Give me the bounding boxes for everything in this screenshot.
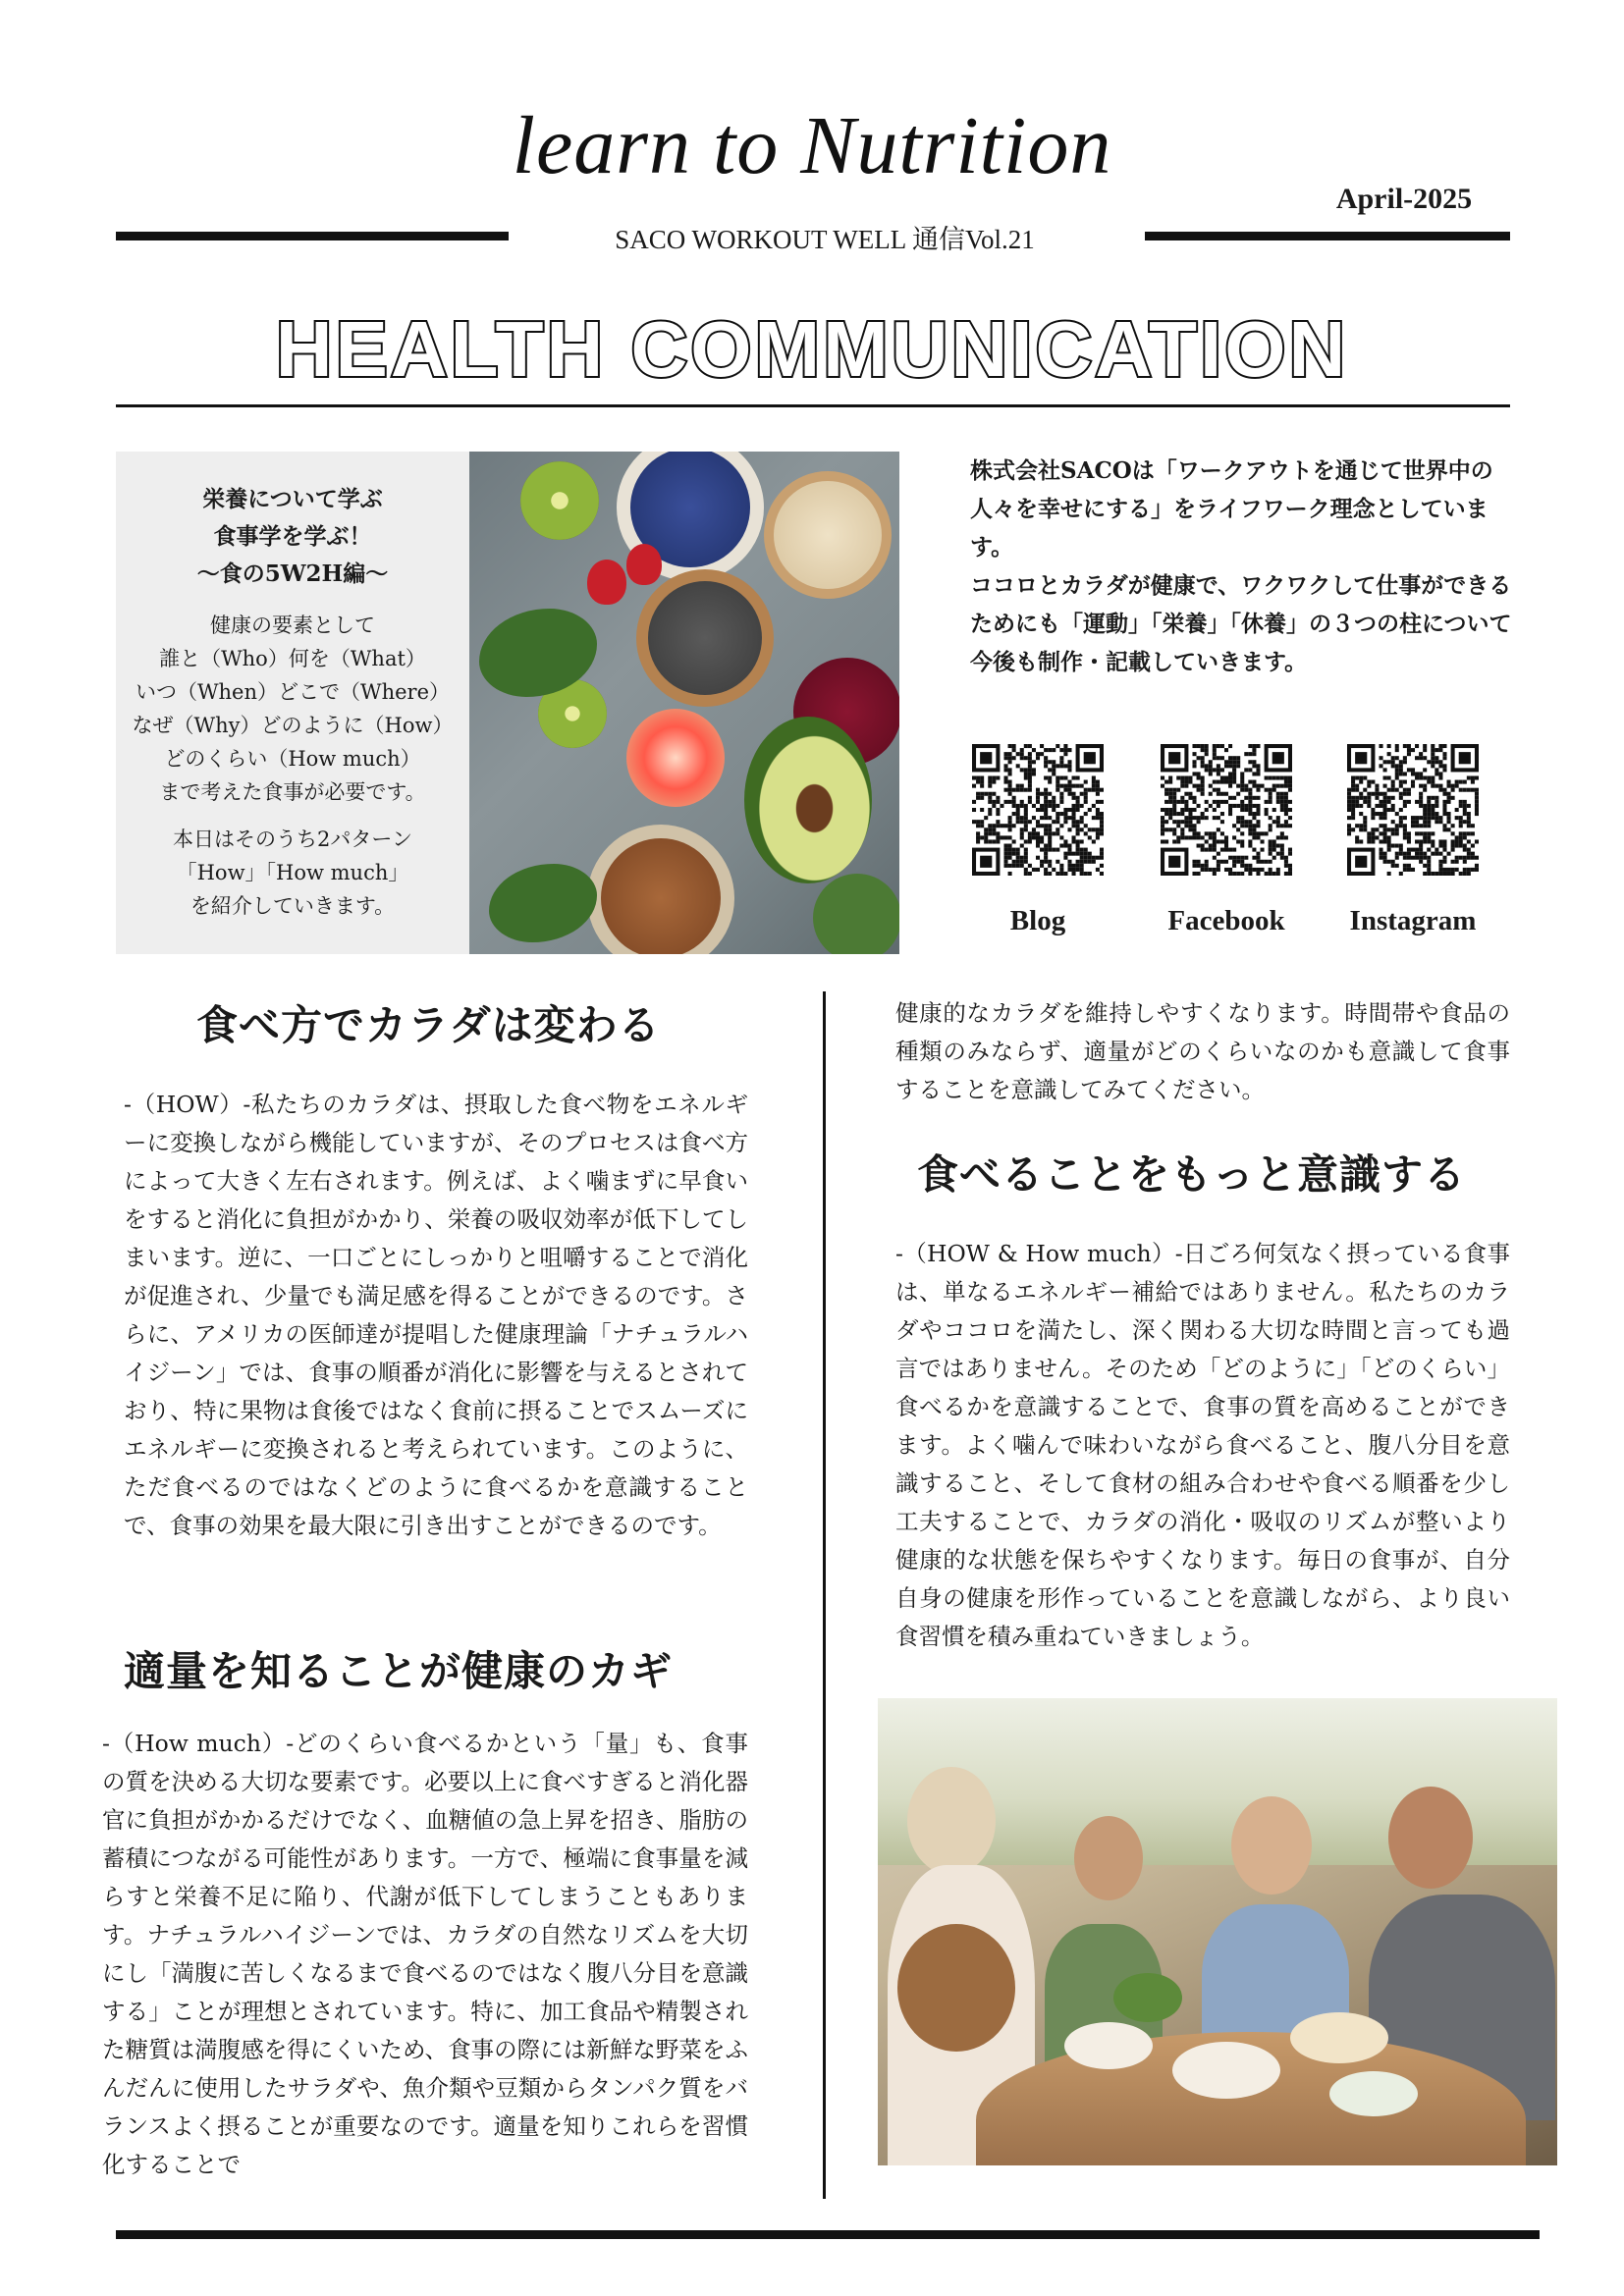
section-body-mindful-eating: -（HOW & How much）-日ごろ何気なく摂っている食事は、単なるエネルギー補給ではありません。私たちのカラダやココロを満たし、深く関わる大切な時間と言っても過言ではありません。そのため「どのように」「どのくらい」食べるかを意識することで、食事の質を高めることができます。よく噛んで味わいながら食べること、腹八分目を意識すること、そして食材の組み合わせや食べる順番を少し工夫することで、カラダの消化・吸収のリズムが整いより健康的な状態を保ちやすくなります。毎日の食事が、自分自身の健康を形作っていることを意識しながら、より良い食習慣を積み重ねていきましょう。	[895, 1240, 1510, 1650]
masthead-rule-left	[116, 232, 509, 240]
facebook-qr-code[interactable]	[1161, 744, 1292, 876]
column-divider	[823, 991, 826, 2199]
intro-title: 栄養について学ぶ 食事学を学ぶ！ 〜食の5W2H編〜	[196, 486, 389, 587]
section-body-how: -（HOW）-私たちのカラダは、摂取した食べ物をエネルギーに変換しながら機能していますが、そのプロセスは食べ方によって大きく左右されます。例えば、よく噛まずに早食いをすると消化に負担がかかり、栄養の吸収効率が低下してしまいます。逆に、一口ごとにしっかりと咀嚼することで消化が促進され、少量でも満足感を得ることができるのです。さらに、アメリカの医師達が提唱した健康理論「ナチュラルハイジーン」では、食事の順番が消化に影響を与えるとされており、特に果物は食後ではなく食前に摂ることでスムーズにエネルギーに変換されると考えられています。このように、ただ食べるのではなくどのように食べるかを意識することで、食事の効果を最大限に引き出すことができるのです。	[124, 1091, 748, 1539]
family-dinner-photo	[878, 1698, 1557, 2165]
intro-body: 健康の要素として 誰と（Who）何を（What） いつ（When）どこで（Where） なぜ（Why）どのように（How） どのくらい（How much） まで考えた食事が必要です。	[132, 614, 454, 804]
company-statement: 株式会社SACOは「ワークアウトを通じて世界中の人々を幸せにする」をライフワーク理念としています。 ココロとカラダが健康で、ワクワクして仕事ができるためにも「運動」「栄養」「休養」の３つの柱について今後も制作・記載していきます。	[970, 457, 1512, 675]
issue-date: April-2025	[1335, 183, 1473, 215]
qr-label-facebook: Facebook	[1167, 905, 1285, 936]
masthead-rule-right	[1145, 232, 1510, 240]
intro-box	[116, 452, 469, 954]
section-body-continuation: 健康的なカラダを維持しやすくなります。時間帯や食品の種類のみならず、適量がどのくらいなのかも意識して食事することを意識してみてください。	[895, 999, 1510, 1103]
section-title-how-much: 適量を知ることが健康のカギ	[124, 1647, 674, 1695]
section-title-mindful-eating: 食べることをもっと意識する	[917, 1150, 1467, 1199]
healthy-food-photo	[469, 452, 899, 954]
masthead-title: learn to Nutrition	[512, 100, 1112, 191]
bottom-divider	[116, 2230, 1540, 2239]
section-body-how-much: -（How much）-どのくらい食べるかという「量」も、食事の質を決める大切な要素です。必要以上に食べすぎると消化器官に負担がかかるだけでなく、血糖値の急上昇を招き、脂肪の蓄積につながる可能性があります。一方で、極端に食事量を減らすと栄養不足に陥り、代謝が低下してしまうこともあります。ナチュラルハイジーンでは、カラダの自然なリズムを大切にし「満腹に苦しくなるまで食べるのではなく腹八分目を意識する」ことが理想とされています。特に、加工食品や精製された糖質は満腹感を得にくいため、食事の際には新鮮な野菜をふんだんに使用したサラダや、魚介類や豆類からタンパク質をバランスよく摂ることが重要なのです。適量を知りこれらを習慣化することで	[102, 1730, 748, 2178]
headline-divider	[116, 404, 1510, 407]
page-headline: HEALTH COMMUNICATION	[275, 305, 1349, 393]
blog-qr-code[interactable]	[972, 744, 1104, 876]
qr-label-blog: Blog	[1009, 905, 1066, 936]
issue-number: SACO WORKOUT WELL 通信Vol.21	[615, 225, 1035, 254]
section-title-how: 食べ方でカラダは変わる	[196, 1001, 661, 1049]
qr-label-instagram: Instagram	[1349, 905, 1477, 936]
instagram-qr-code[interactable]	[1347, 744, 1479, 876]
intro-note: 本日はそのうち2パターン 「How」「How much」 を紹介していきます。	[173, 828, 412, 918]
